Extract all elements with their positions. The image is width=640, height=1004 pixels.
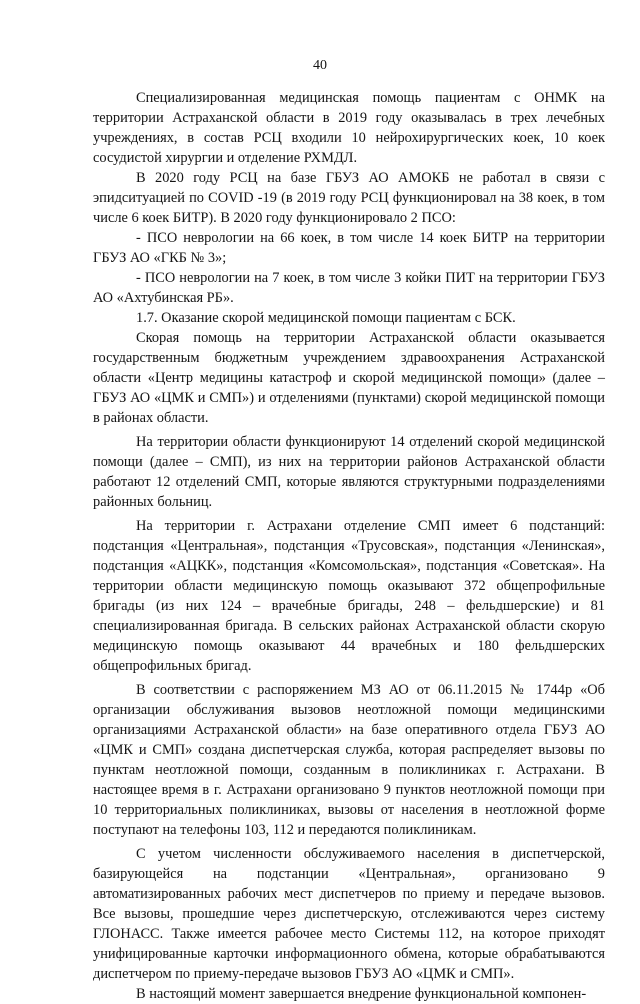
section-heading-1-7: 1.7. Оказание скорой медицинской помощи пациентам с БСК. [136,310,516,326]
paragraph-smp-departments: На территории области функционируют 14 отделений скорой медицинской помощи (далее – СМП), из них на территории районов Астраханской области работают 12 отделений СМП, которые являются структурными подразделениями районных больниц. [93,434,605,510]
paragraph-substations: На территории г. Астрахани отделение СМП имеет 6 подстанций: подстанция «Центральная», подстанция «Трусовская», подстанция «Ленинская», подстанция «АЦКК», подстанция «Комсомольская», подстанция «Советская». На территории области медицинскую помощь оказывают 372 общепрофильные бригады (из них 124 – врачебные бригады, 248 – фельдшерские) и 81 специализированная бригада. В сельских районах Астраханской области скорую медицинскую помощь оказывают 44 врачебных и 180 фельдшерских общепрофильных бригад. [93,518,605,674]
paragraph-dispatch-workstations: С учетом численности обслуживаемого населения в диспетчерской, базирующейся на подстанции «Центральная», организовано 9 автоматизированных рабочих мест диспетчеров по приему и передаче вызовов. Все вызовы, прошедшие через диспетчерскую, отслеживаются через систему ГЛОНАСС. Также имеется рабочее место Системы 112, на которое приходят унифицированные карточки информационного обмена, которые обрабатываются диспетчером по приему-передаче вызовов ГБУЗ АО «ЦМК и СМП». [93,846,605,982]
paragraph-dispatch-service: В соответствии с распоряжением МЗ АО от 06.11.2015 № 1744р «Об организации обслуживания вызовов неотложной помощи медицинскими организациями Астраханской области» на базе оперативного отдела ГБУЗ АО «ЦМК и СМП» создана диспетчерская служба, которая распределяет вызовы по пунктам неотложной помощи, созданным в поликлиниках г. Астрахани. В настоящее время в г. Астрахани организовано 9 пунктов неотложной помощи при 10 территориальных поликлиниках, вызовы от населения в неотложной форме поступают на телефоны 103, 112 и передаются поликлиникам. [93,682,605,838]
list-item-pso-akhtubinsk: - ПСО неврологии на 7 коек, в том числе 3 койки ПИТ на территории ГБУЗ АО «Ахтубинская РБ». [93,270,605,306]
paragraph-ambulance-overview: Скорая помощь на территории Астраханской области оказывается государственным бюджетным учреждением здравоохранения Астраханской области «Центр медицины катастроф и скорой медицинской помощи» (далее – ГБУЗ АО «ЦМК и СМП») и отделениями (пунктами) скорой медицинской помощи в районах области. [93,330,605,426]
page-number: 40 [313,58,327,73]
document-body [93,88,605,1004]
list-item-pso-gkb3: - ПСО неврологии на 66 коек, в том числе 14 коек БИТР на территории ГБУЗ АО «ГКБ № 3»; [93,230,605,266]
paragraph-rsc-2020: В 2020 году РСЦ на базе ГБУЗ АО АМОКБ не работал в связи с эпидситуацией по COVID -19 (в 2019 году РСЦ функционировал на 38 коек, в том числе 6 коек БИТР). В 2020 году функционировало 2 ПСО: [93,170,605,226]
paragraph-onmk-care: Специализированная медицинская помощь пациентам с ОНМК на территории Астраханской области в 2019 году оказывалась в трех лечебных учреждениях, в состав РСЦ входили 10 нейрохирургических коек, 10 коек сосудистой хирургии и отделение РХМДЛ. [93,90,605,166]
paragraph-continuation: В настоящий момент завершается внедрение функциональной компонен- [136,986,587,1002]
